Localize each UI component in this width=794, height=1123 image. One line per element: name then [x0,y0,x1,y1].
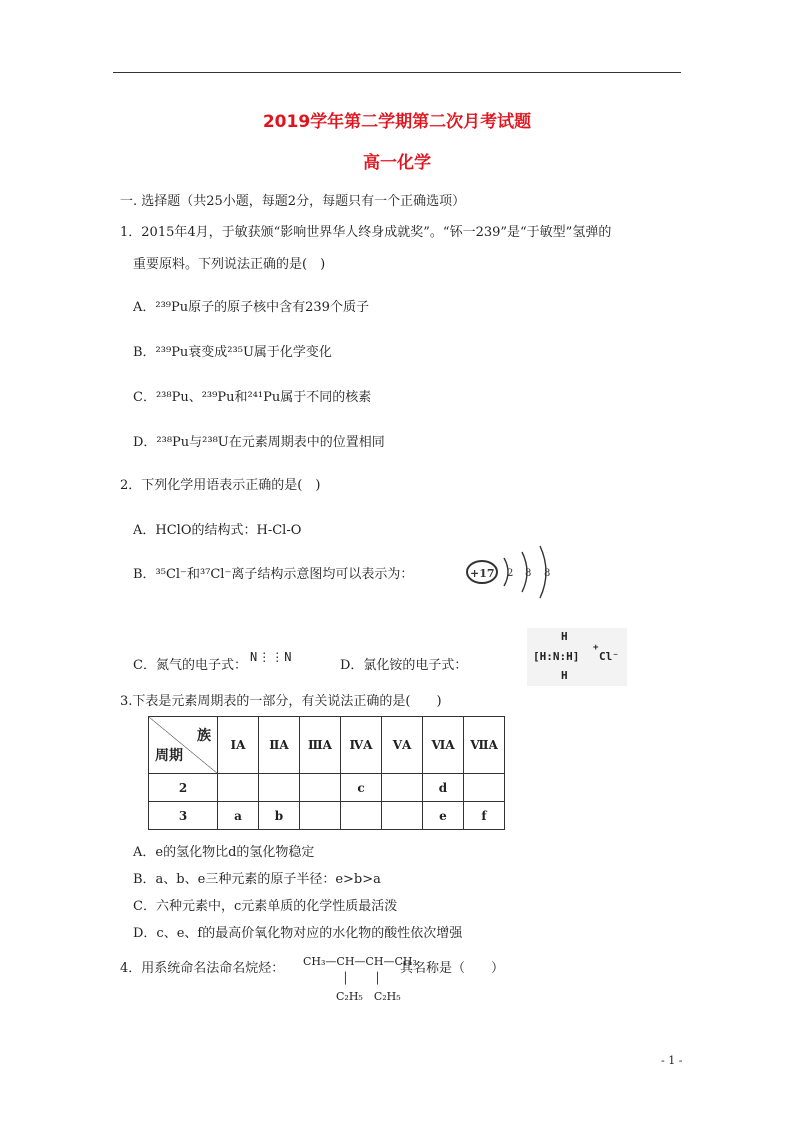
table-cell [259,774,300,802]
branch-bonds: │ │ [342,972,381,985]
table-corner-cell [149,717,218,774]
table-cell [341,802,382,830]
table-cell [218,774,259,802]
nh4-middle: [H:N:H] [533,650,580,663]
q2-stem: 2．下列化学用语表示正确的是( ) [120,478,321,493]
q2-option-c: C．氮气的电子式： [133,658,247,673]
group-header: ⅣA [341,717,382,774]
table-row [149,774,505,802]
nucleus-charge: +17 [470,567,495,580]
ethyl-branches: C₂H₅ C₂H₅ [336,990,401,1003]
q1-option-d: D．²³⁸Pu与²³⁸U在元素周期表中的位置相同 [133,435,385,450]
table-cell: a [218,802,259,830]
q4-stem: 4．用系统命名法命名烷烃： [120,961,285,976]
nh4-bottom-h: H [561,669,568,682]
shell-3-count: 8 [544,568,551,579]
q1-stem-line1: 1．2015年4月，于敏获颁“影响世界华人终身成就奖”。“钚一239”是“于敏型”氢弹的 [120,225,612,240]
period-cell: 3 [149,802,218,830]
table-cell: f [464,802,505,830]
shell-1-count: 2 [507,568,514,579]
q3-option-a: A．e的氢化物比d的氢化物稳定 [133,845,315,860]
table-cell: d [423,774,464,802]
table-cell [464,774,505,802]
table-row [149,802,505,830]
q3-option-c: C．六种元素中，c元素单质的化学性质最活泼 [133,899,398,914]
group-header: ⅠA [218,717,259,774]
n2-electron-formula: N⋮⋮N [250,650,293,664]
exam-subject: 高一化学 [363,153,431,173]
table-cell [382,802,423,830]
table-cell: e [423,802,464,830]
table-cell [300,802,341,830]
nh4-top-h: H [561,630,568,643]
shell-2-count: 8 [525,568,532,579]
page-number: - 1 - [661,1054,683,1067]
top-rule [113,72,681,73]
q1-option-a: A．²³⁹Pu原子的原子核中含有239个质子 [133,300,369,315]
ammonium-chloride-electron-formula [527,628,627,686]
period-cell: 2 [149,774,218,802]
q2-option-a: A．HClO的结构式：H-Cl-O [133,523,302,538]
q1-option-c: C．²³⁸Pu、²³⁹Pu和²⁴¹Pu属于不同的核素 [133,390,372,405]
q1-option-b: B．²³⁹Pu衰变成²³⁵U属于化学变化 [133,345,332,360]
table-cell: b [259,802,300,830]
table-cell: c [341,774,382,802]
nh4-charge: + [593,643,599,653]
main-chain: CH₃—CH—CH—CH₃ [303,955,417,968]
q3-stem: 3.下表是元素周期表的一部分，有关说法正确的是( ) [120,694,442,709]
group-header: ⅡA [259,717,300,774]
chloride-ion-structure-diagram [462,540,562,602]
exam-title: 2019学年第二学期第二次月考试题 [262,112,532,132]
table-cell [300,774,341,802]
q1-stem-line2: 重要原料。下列说法正确的是( ) [133,257,326,272]
corner-period-label: 周期 [155,748,183,764]
q4-stem-tail: 其名称是（ ） [400,961,505,976]
corner-group-label: 族 [197,728,211,744]
section-heading: 一. 选择题（共25小题，每题2分，每题只有一个正确选项） [120,194,466,209]
q2-option-d: D．氯化铵的电子式： [340,658,468,673]
group-header: ⅢA [300,717,341,774]
q3-option-d: D．c、e、f的最高价氧化物对应的水化物的酸性依次增强 [133,926,463,941]
table-cell [382,774,423,802]
chloride-anion: Cl⁻ [599,650,619,663]
periodic-table-excerpt [148,716,505,830]
group-header: ⅥA [423,717,464,774]
group-header: ⅦA [464,717,505,774]
group-header: ⅤA [382,717,423,774]
q3-option-b: B．a、b、e三种元素的原子半径：e>b>a [133,872,381,887]
q2-option-b: B．³⁵Cl⁻和³⁷Cl⁻离子结构示意图均可以表示为： [133,567,414,582]
